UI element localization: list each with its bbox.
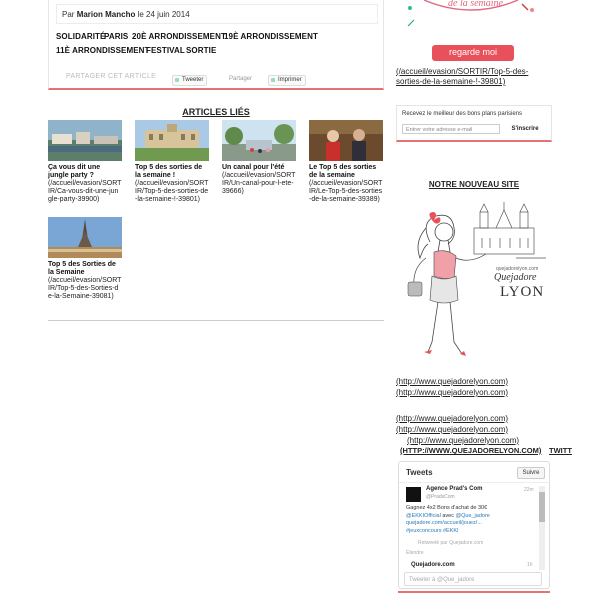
related-url-1[interactable]: (/accueil/evasion/SORTIR/Ca-vous-dit-une-jungle-party-39900) bbox=[48, 180, 122, 203]
related-card-1[interactable] bbox=[48, 120, 122, 204]
logo-lyon: LYON bbox=[500, 284, 545, 300]
related-card-5[interactable] bbox=[48, 217, 122, 301]
related-thumb-1[interactable] bbox=[48, 120, 122, 161]
twitter-header bbox=[399, 462, 549, 483]
quejadore-link-2[interactable]: (http://www.quejadorelyon.com) bbox=[396, 388, 509, 397]
facebook-share-button[interactable]: Partager bbox=[229, 76, 253, 82]
newsletter-subscribe-button[interactable]: S'inscrire bbox=[511, 126, 539, 132]
tag-19e-arrondissement[interactable]: 19È ARRONDISSEMENT bbox=[224, 32, 318, 41]
related-card-2[interactable] bbox=[135, 120, 209, 204]
tweet-button[interactable]: Tweeter bbox=[172, 75, 207, 86]
related-url-5[interactable]: (/accueil/evasion/SORTIR/Top-5-des-Sorties-de-la-Semaine-39081) bbox=[48, 277, 122, 300]
related-thumb-2[interactable] bbox=[135, 120, 209, 161]
related-thumb-5[interactable] bbox=[48, 217, 122, 258]
tweet-time[interactable]: 22m bbox=[524, 487, 534, 493]
related-card-3[interactable] bbox=[222, 120, 296, 196]
twitter-title: Tweets bbox=[406, 468, 433, 477]
newsletter-email-input[interactable]: Entrer votre adresse e-mail bbox=[402, 124, 500, 134]
twitter-scrollbar-thumb[interactable] bbox=[539, 492, 545, 522]
related-title-1[interactable]: Ça vous dit une jungle party ? bbox=[48, 164, 101, 179]
related-thumb-4[interactable] bbox=[309, 120, 383, 161]
print-button[interactable]: Imprimer bbox=[268, 75, 306, 86]
related-title-3[interactable]: Un canal pour l'été bbox=[222, 164, 285, 171]
publish-date: le 24 juin 2014 bbox=[137, 10, 190, 19]
girl-illustration bbox=[396, 198, 552, 366]
newsletter-text: Recevez le meilleur des bons plans parisiens bbox=[402, 111, 523, 117]
twitter-follow-button[interactable]: Suivre bbox=[517, 467, 545, 479]
related-title-4[interactable]: Le Top 5 des sorties de la semaine bbox=[309, 164, 377, 179]
tweet-author-handle[interactable]: @PradsCom bbox=[426, 494, 455, 500]
tweet-expand-link[interactable]: Étendre bbox=[406, 550, 424, 556]
tweet2-time[interactable]: 1h bbox=[527, 562, 533, 568]
tweet-hashtags[interactable]: #jeuxconcours #EKKI bbox=[406, 527, 459, 534]
tag-solidarite[interactable]: SOLIDARITÉ bbox=[56, 32, 106, 41]
related-title-2[interactable]: Top 5 des sorties de la semaine ! bbox=[135, 164, 203, 179]
logo-quejadore: Quejadore bbox=[494, 272, 537, 283]
share-row bbox=[56, 72, 376, 86]
sortir-banner[interactable] bbox=[402, 0, 540, 66]
share-label: PARTAGER CET ARTICLE bbox=[66, 73, 157, 80]
tag-paris[interactable]: PARIS bbox=[104, 32, 129, 41]
newsletter-box bbox=[396, 105, 552, 142]
sortir-link[interactable]: (/accueil/evasion/SORTIR/Top-5-des-sorties-de-la-semaine-!-39801) bbox=[396, 67, 529, 86]
byline bbox=[56, 4, 378, 24]
banner-regarde-moi[interactable]: regarde moi bbox=[448, 47, 498, 57]
related-url-3[interactable]: (/accueil/evasion/SORTIR/Un-canal-pour-l-ete-39666) bbox=[222, 172, 296, 195]
section-divider bbox=[48, 320, 384, 321]
tweet-avatar[interactable] bbox=[406, 487, 421, 502]
byline-prefix: Par bbox=[62, 10, 75, 19]
tag-20e-arrondissement[interactable]: 20È ARRONDISSEMENT bbox=[132, 32, 226, 41]
quejadore-link-5[interactable]: (http://www.quejadorelyon.com) bbox=[407, 436, 520, 445]
tweet-mention-quejadore[interactable]: @Que_jadore bbox=[455, 512, 490, 519]
tweet2-author-name[interactable]: Quejadore.com bbox=[411, 562, 455, 568]
tweet-text bbox=[406, 505, 531, 535]
related-title-5[interactable]: Top 5 des Sorties de la Semaine bbox=[48, 261, 116, 276]
new-site-title: NOTRE NOUVEAU SITE bbox=[428, 180, 520, 189]
retweet-info: Retweeté par Quejadore.com bbox=[418, 540, 484, 546]
tweet-text-avec: avec bbox=[442, 512, 454, 519]
related-url-2[interactable]: (/accueil/evasion/SORTIR/Top-5-des-sorties-de-la-semaine-!-39801) bbox=[135, 180, 209, 203]
tag-festival[interactable]: FESTIVAL bbox=[146, 46, 185, 55]
tweet-link[interactable]: quejadore.com/accueil/jouez/... bbox=[406, 520, 482, 526]
quejadore-lyon-illustration[interactable] bbox=[396, 198, 552, 366]
twitter-widget-bottom-border bbox=[398, 591, 550, 593]
related-card-4[interactable] bbox=[309, 120, 383, 204]
related-articles-title: ARTICLES LIÉS bbox=[182, 107, 250, 117]
twitter-link[interactable]: TWITT bbox=[549, 446, 572, 455]
quejadore-link-1[interactable]: (http://www.quejadorelyon.com) bbox=[396, 377, 509, 386]
related-url-4[interactable]: (/accueil/evasion/SORTIR/Le-Top-5-des-sorties-de-la-semaine-39389) bbox=[309, 180, 383, 203]
tag-11e-arrondissement[interactable]: 11È ARRONDISSEMENT bbox=[56, 46, 150, 55]
twitter-scrollbar[interactable] bbox=[539, 486, 545, 570]
quejadore-link-bold[interactable]: (HTTP://WWW.QUEJADORELYON.COM) bbox=[400, 446, 542, 455]
quejadore-link-3[interactable]: (http://www.quejadorelyon.com) bbox=[396, 414, 509, 423]
related-thumb-3[interactable] bbox=[222, 120, 296, 161]
tweet-text-plain: Gagnez 4x2 Bons d'achat de 30€ bbox=[406, 505, 488, 511]
tag-sortie[interactable]: SORTIE bbox=[186, 46, 217, 55]
tweet-author-name[interactable]: Agence Prad's Com bbox=[426, 486, 483, 492]
tweet-mention-ekki[interactable]: @EKKIOfficial bbox=[406, 512, 441, 519]
author-link[interactable]: Marion Mancho bbox=[76, 10, 136, 19]
tweet-compose-input[interactable]: Tweeter à @Que_jadore bbox=[404, 572, 542, 586]
logo-small-url: quejadorelyon.com bbox=[496, 266, 539, 272]
quejadore-link-4[interactable]: (http://www.quejadorelyon.com) bbox=[396, 425, 509, 434]
twitter-widget bbox=[398, 461, 550, 589]
banner-script-text: de la semaine bbox=[448, 0, 503, 9]
